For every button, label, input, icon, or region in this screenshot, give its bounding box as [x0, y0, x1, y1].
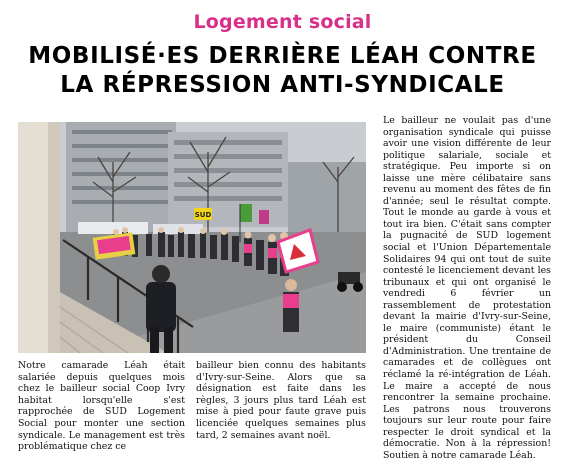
article-text-left: Notre camarade Léah était salariée depuis quelques mois chez le bailleur social Coop Ivry habitat lorsqu'elle s'est rapprochée de SUD Logement Social pour monter une section syndicale. Le management est très problématique chez ce [18, 360, 185, 453]
headline [0, 42, 565, 100]
sud-sign-text: SUD [194, 211, 212, 219]
protest-photo [18, 122, 366, 353]
article-column-middle [196, 360, 366, 441]
article-column-right [383, 115, 551, 461]
article-text-right: Le bailleur ne voulait pas d'une organisation syndicale qui puisse avoir une vision différente de leur politique salariale, sociale et stratégique. Peu importe si on laisse une mère célibataire sans revenu au moment des fêtes de fin d'année; seul le résultat compte. Tout le monde au garde à vous et tout ira bien. C'était sans compter la pugnacité de SUD logement social et l'Union Départementale Solidaires 94 qui ont tout de suite contesté le licenciement devant les tribunaux et qui ont organisé le vendredi 6 février un rassemblement de protestation devant la mairie d'Ivry-sur-Seine, le maire (communiste) étant le président du Conseil d'Administration. Une trentaine de camarades et de collègues ont réclamé la ré-intégration de Léah. Le maire a accepté de nous rencontrer la semaine prochaine. Les patrons nous trouverons toujours sur leur route pour faire respecter le droit syndical et la démocratie. Non à la répression! Soutien à notre camarade Léah. [383, 115, 551, 461]
headline-line-1: MOBILISÉ·ES DERRIÈRE LÉAH CONTRE [28, 43, 537, 69]
article-column-left [18, 360, 185, 453]
section-title: Logement social [193, 11, 372, 33]
headline-line-2: LA RÉPRESSION ANTI-SYNDICALE [60, 72, 505, 98]
article-text-middle: bailleur bien connu des habitants d'Ivry-sur-Seine. Alors que sa désignation est faite dans les règles, 3 jours plus tard Léah est mise à pied pour faute grave puis licenciée quelques semaines plus tard, 2 semaines avant noël. [196, 360, 366, 441]
